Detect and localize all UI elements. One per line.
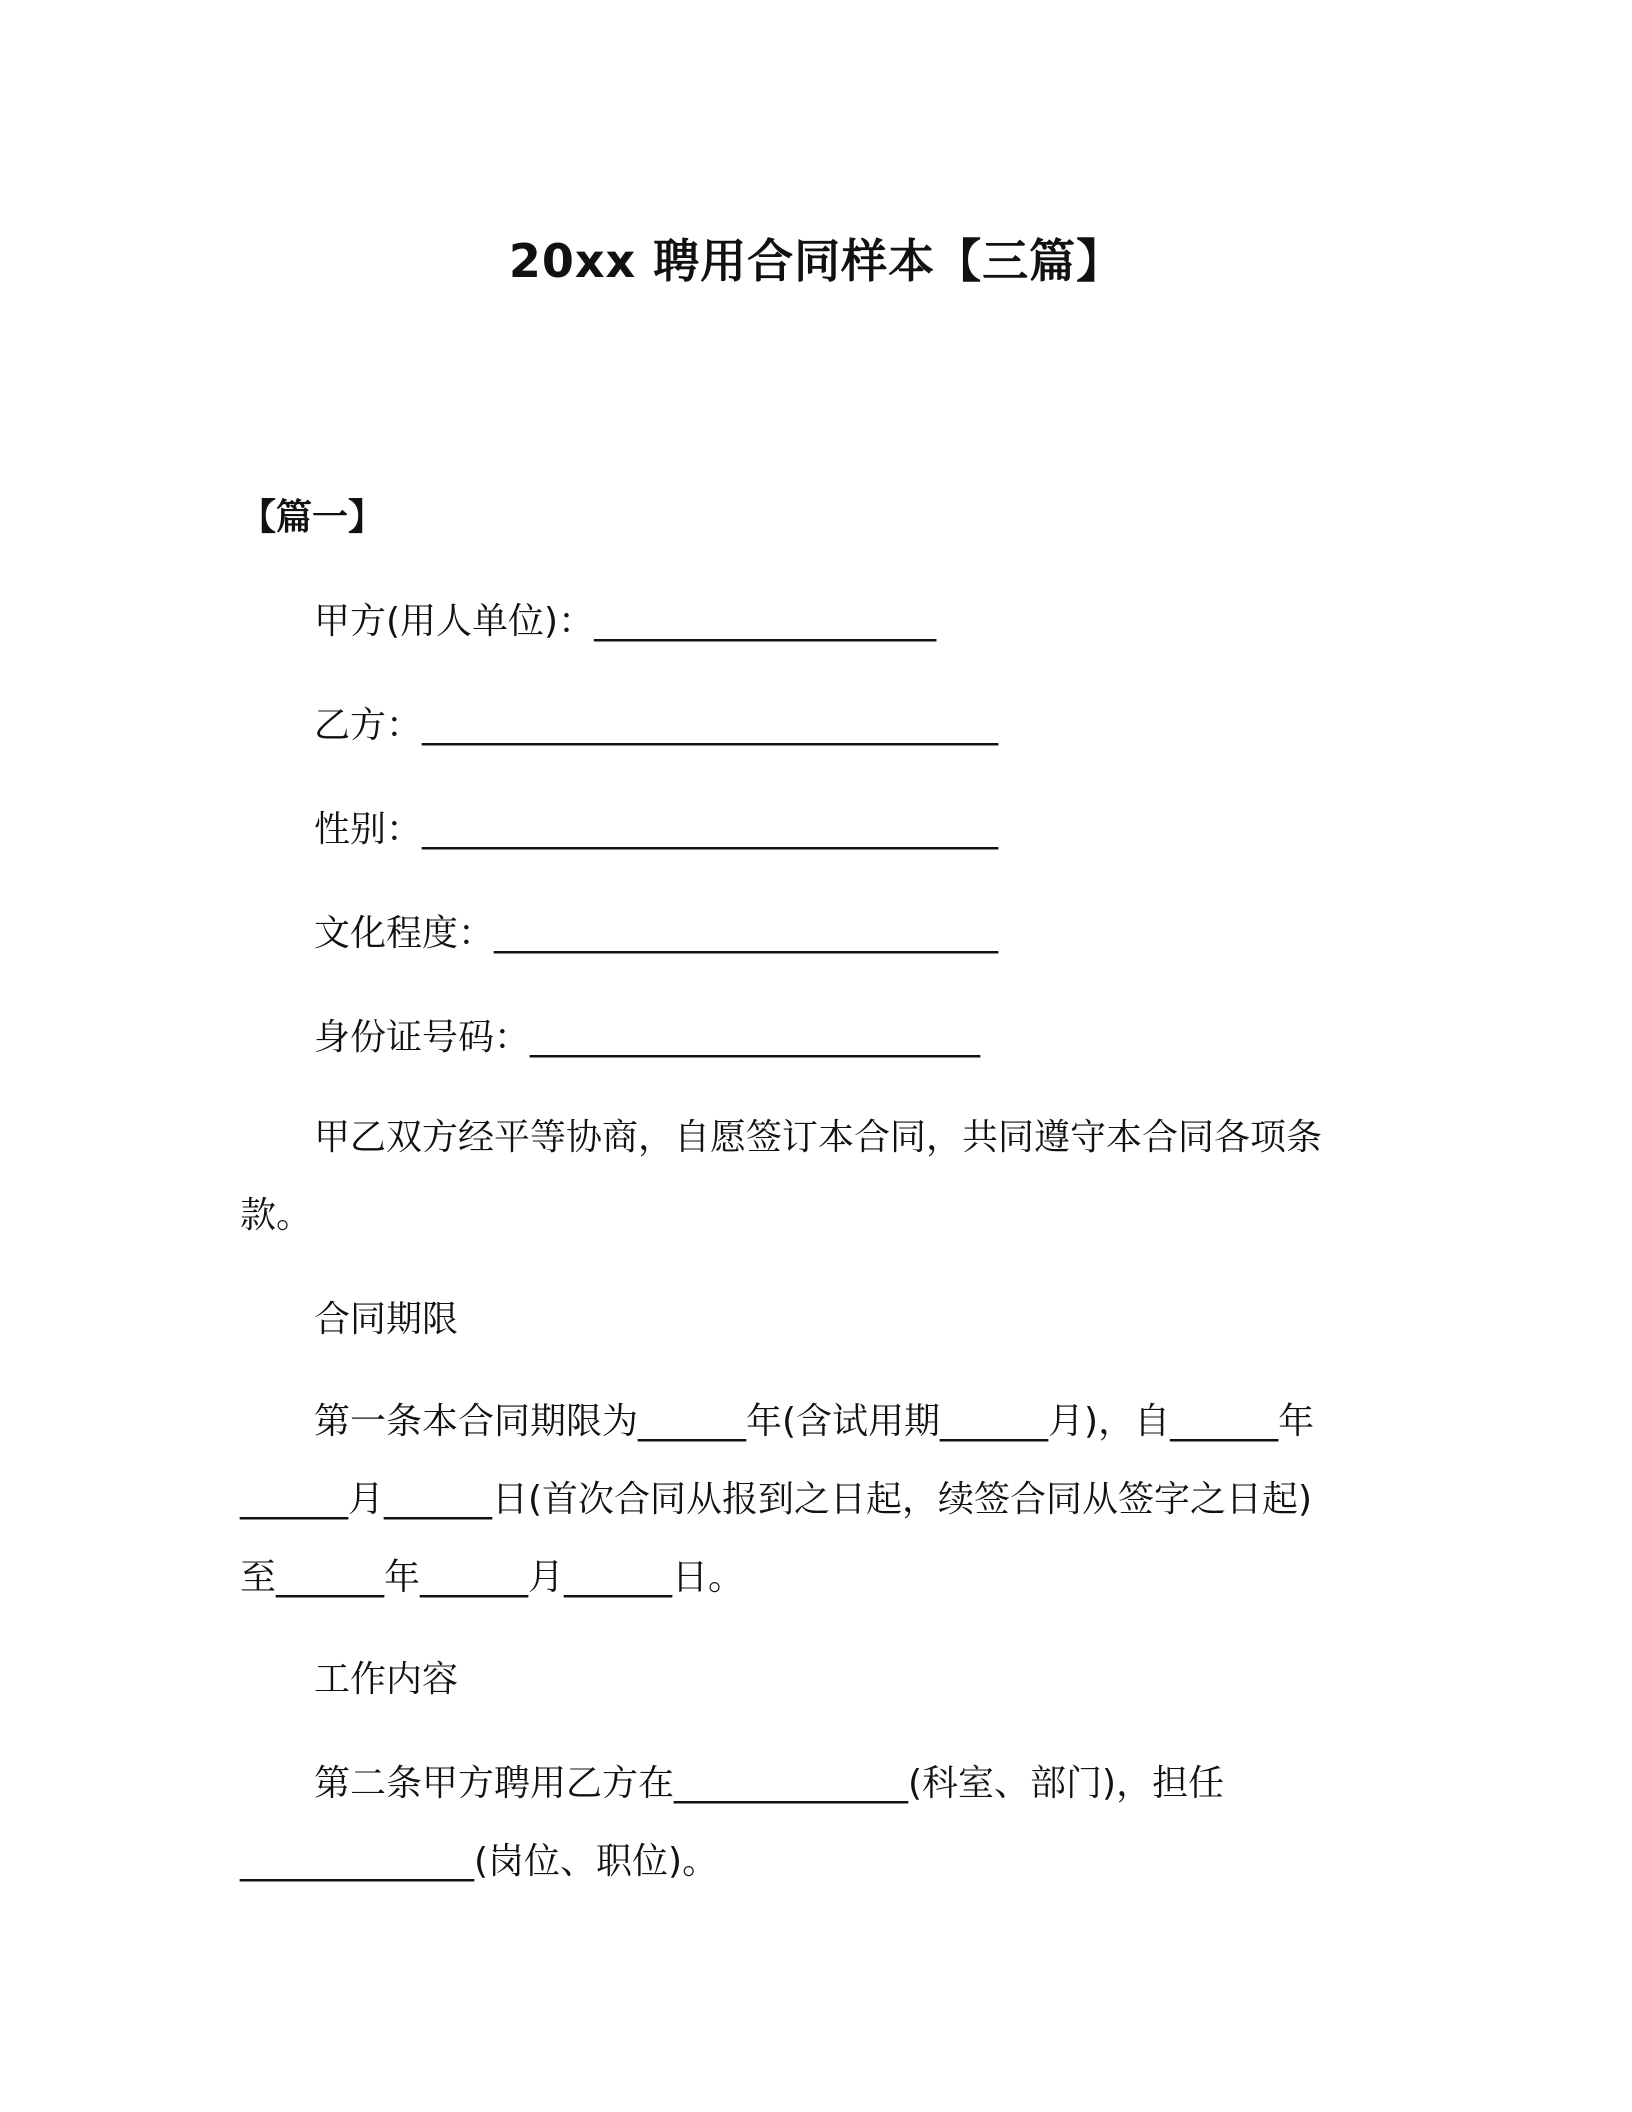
article1-line1: 第一条本合同期限为______年(含试用期______月)，自______年 [314, 1401, 1315, 1442]
education-field: 文化程度：____________________________ [314, 913, 999, 954]
intro-paragraph-line1: 甲乙双方经平等协商，自愿签订本合同，共同遵守本合同各项条 [314, 1117, 1323, 1158]
term-heading: 合同期限 [314, 1299, 459, 1340]
gender-field: 性别：________________________________ [314, 809, 999, 850]
work-heading: 工作内容 [314, 1659, 459, 1700]
document-title: 20xx 聘用合同样本【三篇】 [508, 234, 1124, 288]
article1-line3: 至______年______月______日。 [240, 1557, 745, 1598]
id-number-field: 身份证号码：_________________________ [314, 1017, 981, 1058]
section-label: 【篇一】 [240, 497, 385, 538]
article2-line1: 第二条甲方聘用乙方在_____________(科室、部门)，担任 [314, 1763, 1225, 1804]
party-a-field: 甲方(用人单位)：___________________ [314, 601, 937, 642]
article2-line2: _____________(岗位、职位)。 [240, 1841, 719, 1882]
intro-paragraph-line2: 款。 [240, 1195, 313, 1236]
article1-line2: ______月______日(首次合同从报到之日起，续签合同从签字之日起) [240, 1479, 1313, 1520]
party-b-field: 乙方：________________________________ [314, 705, 999, 746]
